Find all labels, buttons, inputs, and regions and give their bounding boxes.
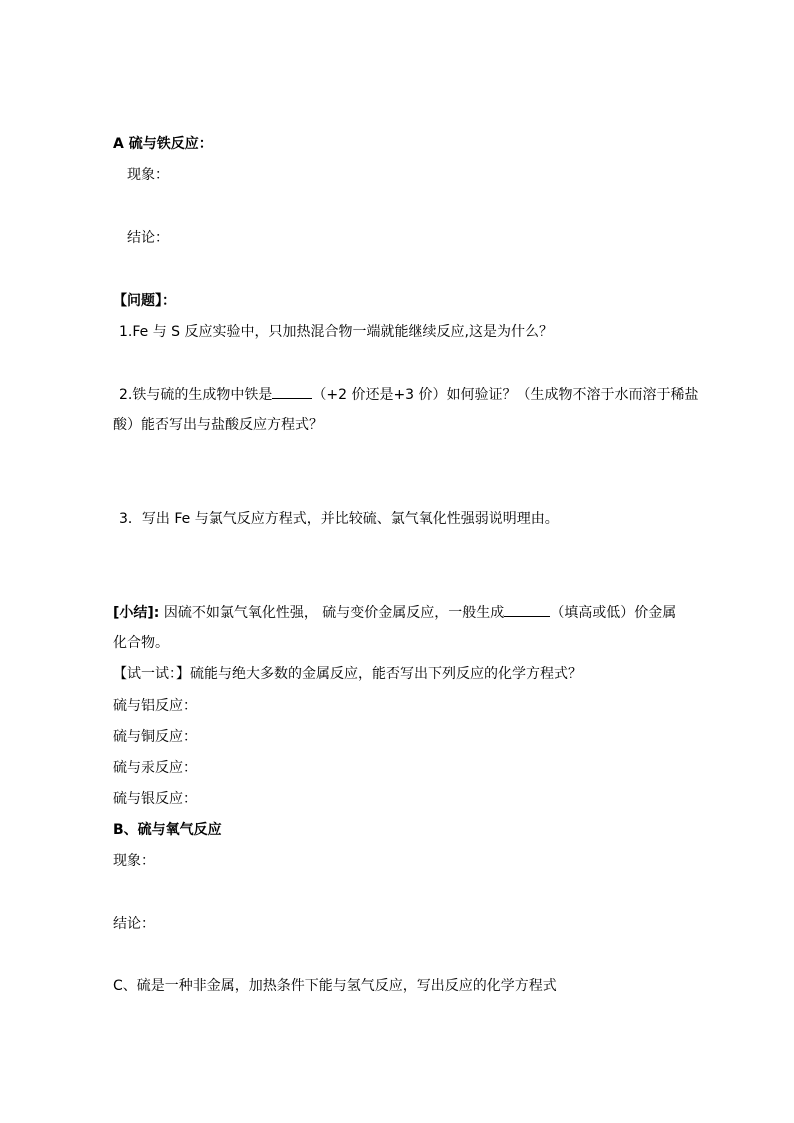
section-a-conclusion: 结论：	[127, 230, 169, 246]
summary-text-b: （填高或低）价金属	[550, 605, 677, 621]
question-2	[119, 384, 699, 405]
questions-heading: 【问题】：	[113, 293, 176, 309]
summary-label: [小结]:	[113, 605, 160, 621]
section-b-conclusion: 结论：	[113, 916, 155, 932]
summary	[113, 602, 676, 623]
section-c-text: C、硫是一种非金属，加热条件下能与氢气反应，写出反应的化学方程式	[113, 978, 557, 994]
question-2-suffix: （+2 价还是+3 价）如何验证？（生成物不溶于水而溶于稀盐	[312, 387, 699, 403]
try-it	[113, 664, 582, 684]
section-a-title: A 硫与铁反应：	[113, 136, 213, 152]
try-item-silver: 硫与银反应：	[113, 791, 197, 807]
section-b-phenomenon: 现象：	[113, 853, 155, 869]
try-item-aluminum: 硫与铝反应：	[113, 698, 197, 714]
try-item-copper: 硫与铜反应：	[113, 729, 197, 745]
question-1: 1.Fe 与 S 反应实验中，只加热混合物一端就能继续反应,这是为什么？	[119, 324, 553, 340]
answer-blank	[272, 384, 312, 399]
try-it-text: 硫能与绝大多数的金属反应，能否写出下列反应的化学方程式？	[190, 666, 582, 682]
answer-blank	[504, 602, 550, 617]
summary-text-a: 因硫不如氯气氧化性强， 硫与变价金属反应，一般生成	[159, 605, 505, 621]
section-b-title: B、硫与氧气反应	[113, 822, 222, 838]
try-it-label: 【试一试：】	[113, 666, 190, 682]
section-a-phenomenon: 现象：	[127, 167, 169, 183]
question-3: 3．写出 Fe 与氯气反应方程式，并比较硫、氯气氧化性强弱说明理由。	[119, 511, 559, 527]
try-item-mercury: 硫与汞反应：	[113, 760, 197, 776]
question-2-line2: 酸）能否写出与盐酸反应方程式？	[113, 417, 323, 433]
summary-line2: 化合物。	[113, 635, 169, 651]
question-2-prefix: 2.铁与硫的生成物中铁是	[119, 387, 273, 403]
